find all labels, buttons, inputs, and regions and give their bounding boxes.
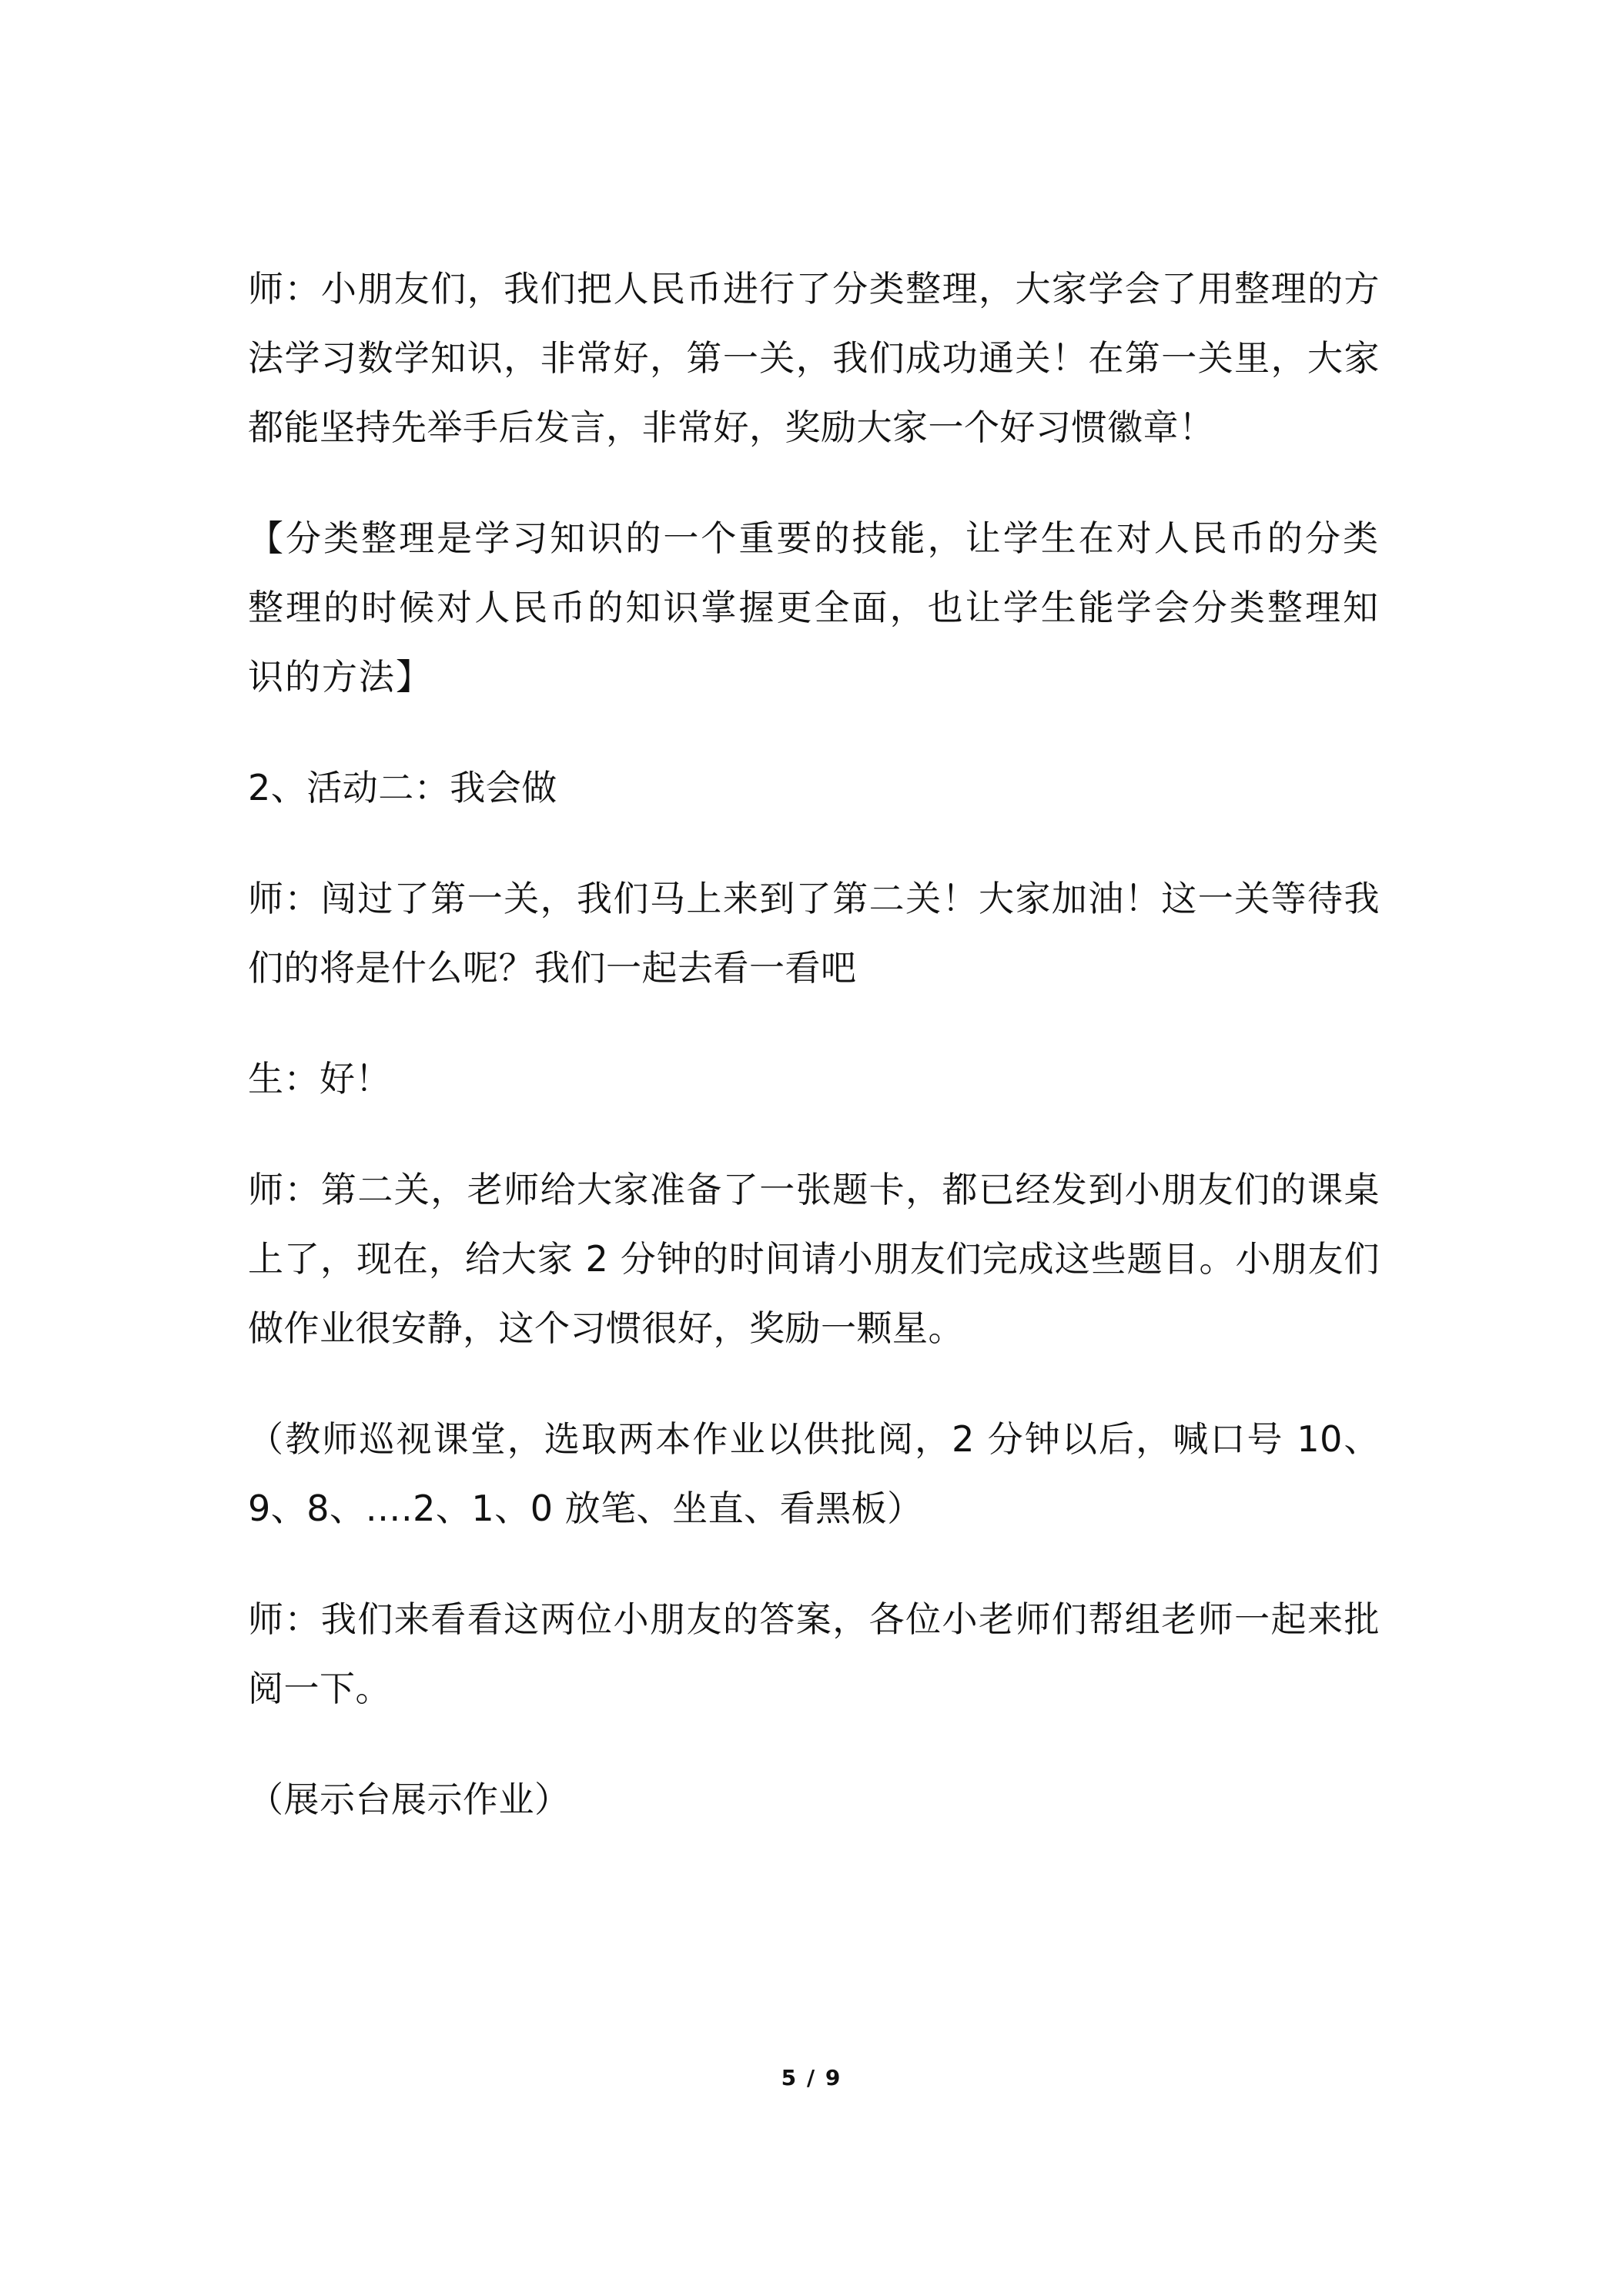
teaching-note: 【分类整理是学习知识的一个重要的技能，让学生在对人民币的分类整理的时候对人民币的知识掌握更全面，也让学生能学会分类整理知识的方法】	[248, 517, 1380, 698]
page-number: 5 / 9	[781, 2065, 842, 2090]
teacher-dialogue: 师：第二关，老师给大家准备了一张题卡，都已经发到小朋友们的课桌上了，现在，给大家 2 分钟的时间请小朋友们完成这些题目。小朋友们做作业很安静，这个习惯很好，奖励一颗星。	[248, 1169, 1380, 1349]
document-body	[248, 254, 1380, 1876]
stage-direction: （教师巡视课堂，选取两本作业以供批阅，2 分钟以后，喊口号 10、9、8、….2、1、0 放笔、坐直、看黑板）	[248, 1418, 1380, 1529]
activity-heading: 2、活动二：我会做	[248, 767, 557, 808]
student-dialogue: 生：好！	[248, 1058, 391, 1099]
teacher-dialogue: 师：小朋友们，我们把人民币进行了分类整理，大家学会了用整理的方法学习数学知识，非常好，第一关，我们成功通关！在第一关里，大家都能坚持先举手后发言，非常好，奖励大家一个好习惯徽章！	[248, 268, 1380, 448]
stage-direction: （展示台展示作业）	[248, 1779, 571, 1820]
teacher-dialogue: 师：闯过了第一关，我们马上来到了第二关！大家加油！这一关等待我们的将是什么呢？我们一起去看一看吧	[248, 878, 1380, 989]
teacher-dialogue: 师：我们来看看这两位小朋友的答案，各位小老师们帮组老师一起来批阅一下。	[248, 1598, 1380, 1709]
